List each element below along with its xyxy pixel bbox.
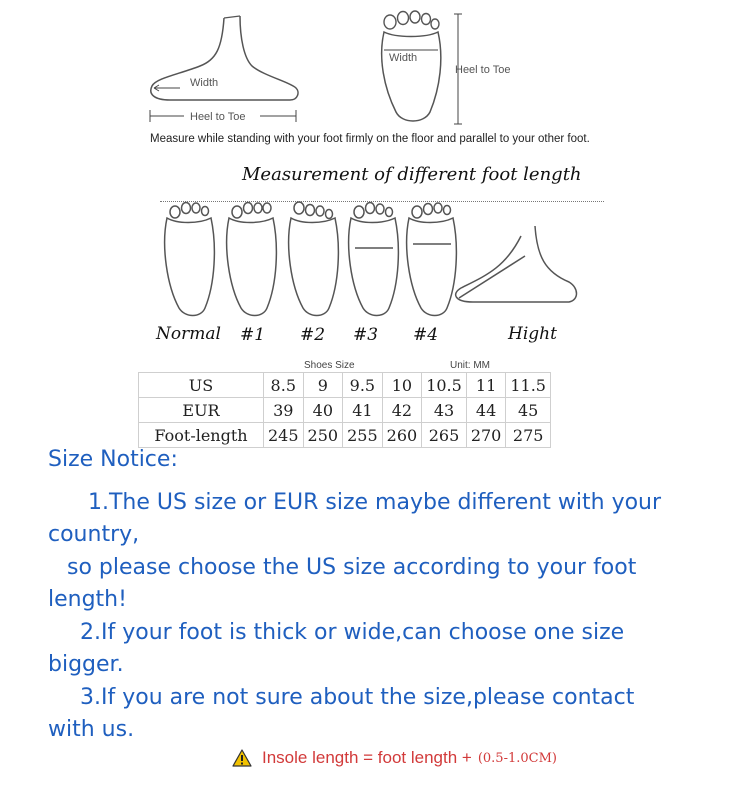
table-cell: 41 (343, 398, 383, 423)
notice-line: so please choose the US size according to your foot (67, 554, 637, 580)
table-row-us (139, 373, 551, 398)
foot-label-3: #3 (353, 325, 379, 345)
table-cell: 8.5 (264, 373, 304, 398)
table-cell: 40 (303, 398, 343, 423)
notice-line: 3.If you are not sure about the size,please contact (80, 684, 635, 710)
notice-title: Size Notice: (48, 447, 178, 472)
table-cell: 245 (264, 423, 304, 448)
foot-label-hight: Hight (508, 324, 557, 344)
table-cell: 265 (422, 423, 467, 448)
foot-label-1: #1 (240, 325, 266, 345)
top-width-label: Width (389, 52, 418, 64)
table-cell: 255 (343, 423, 383, 448)
table-cell: 39 (264, 398, 304, 423)
row-label: Foot-length (139, 423, 264, 448)
foot-types-illustration (155, 196, 595, 326)
table-cell: 43 (422, 398, 467, 423)
table-cell: 9 (303, 373, 343, 398)
table-caption-shoes-size: Shoes Size (304, 360, 355, 371)
side-heel-to-toe-label: Heel to Toe (190, 111, 246, 123)
row-label: US (139, 373, 264, 398)
notice-line: 2.If your foot is thick or wide,can choose one size (80, 619, 625, 645)
notice-line: bigger. (48, 652, 124, 677)
table-cell: 11.5 (506, 373, 551, 398)
table-cell: 260 (382, 423, 422, 448)
insole-range: (0.5-1.0CM) (477, 750, 557, 766)
table-row-eur (139, 398, 551, 423)
measure-instruction: Measure while standing with your foot firmly on the floor and parallel to your other foot. (150, 133, 590, 145)
insole-text: Insole length = foot length + (262, 748, 472, 767)
insole-note (232, 748, 557, 768)
notice-line: with us. (48, 717, 135, 742)
table-cell: 270 (466, 423, 506, 448)
foot-label-2: #2 (300, 325, 326, 345)
table-cell: 275 (506, 423, 551, 448)
foot-label-4: #4 (413, 325, 439, 345)
top-heel-to-toe-label: Heel to Toe (455, 64, 511, 76)
table-cell: 11 (466, 373, 506, 398)
notice-line: 1.The US size or EUR size maybe different with your (88, 489, 662, 515)
table-cell: 42 (382, 398, 422, 423)
table-cell: 44 (466, 398, 506, 423)
table-caption-unit: Unit: MM (450, 360, 490, 371)
foot-types-title: Measurement of different foot length (242, 164, 582, 185)
notice-line: country, (48, 522, 140, 547)
notice-line: length! (48, 587, 127, 612)
table-cell: 250 (303, 423, 343, 448)
table-cell: 10 (382, 373, 422, 398)
row-label: EUR (139, 398, 264, 423)
table-cell: 9.5 (343, 373, 383, 398)
table-cell: 45 (506, 398, 551, 423)
warning-icon (232, 749, 252, 767)
foot-label-normal: Normal (156, 324, 221, 344)
size-notice (48, 444, 708, 747)
side-width-label: Width (190, 77, 219, 89)
size-table (138, 372, 551, 448)
table-cell: 10.5 (422, 373, 467, 398)
